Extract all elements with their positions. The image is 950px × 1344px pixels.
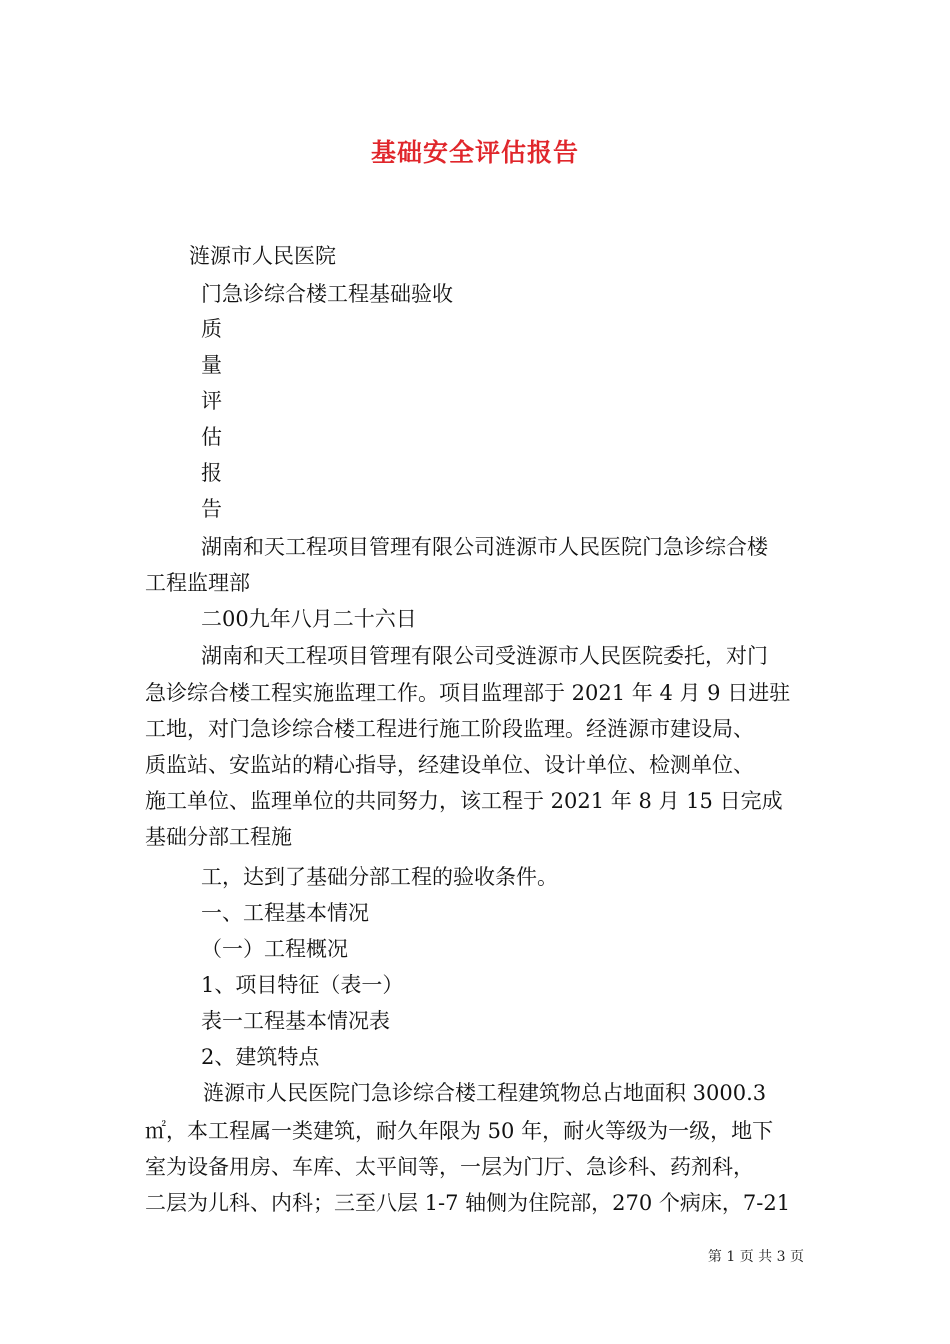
- feature-paragraph-line: 涟源市人民医院门急诊综合楼工程建筑物总占地面积 3000.3: [203, 1081, 767, 1105]
- table-caption: 表一工程基本情况表: [201, 1009, 390, 1033]
- item-heading: 1、项目特征（表一）: [201, 973, 404, 997]
- cover-report-char: 告: [201, 497, 222, 521]
- intro-paragraph-line: 急诊综合楼工程实施监理工作。项目监理部于 2021 年 4 月 9 日进驻: [145, 681, 791, 705]
- section-heading: 一、工程基本情况: [201, 901, 369, 925]
- cover-date: 二00九年八月二十六日: [201, 607, 417, 631]
- document-title: 基础安全评估报告: [370, 138, 579, 167]
- cover-report-char: 报: [201, 461, 222, 485]
- cover-report-char: 量: [201, 353, 222, 377]
- item-heading: 2、建筑特点: [201, 1045, 320, 1069]
- feature-paragraph-line: 二层为儿科、内科；三至八层 1-7 轴侧为住院部，270 个病床，7-21: [145, 1191, 791, 1215]
- cover-report-char: 评: [201, 389, 222, 413]
- intro-paragraph-line: 施工单位、监理单位的共同努力，该工程于 2021 年 8 月 15 日完成: [145, 789, 783, 813]
- cover-company: 湖南和天工程项目管理有限公司涟源市人民医院门急诊综合楼: [201, 535, 768, 559]
- intro-paragraph-line: 基础分部工程施: [145, 825, 292, 849]
- page-number: 第 1 页 共 3 页: [707, 1249, 804, 1265]
- cover-report-char: 质: [201, 317, 222, 341]
- intro-paragraph-line: 工地，对门急诊综合楼工程进行施工阶段监理。经涟源市建设局、: [145, 717, 754, 741]
- intro-paragraph-cont: 工，达到了基础分部工程的验收条件。: [201, 865, 558, 889]
- intro-paragraph-line: 质监站、安监站的精心指导，经建设单位、设计单位、检测单位、: [145, 753, 754, 777]
- feature-paragraph-line: 室为设备用房、车库、太平间等，一层为门厅、急诊科、药剂科，: [145, 1155, 754, 1179]
- feature-paragraph-line: ㎡，本工程属一类建筑，耐久年限为 50 年，耐火等级为一级，地下: [145, 1119, 774, 1143]
- cover-company-cont: 工程监理部: [145, 571, 250, 595]
- cover-project: 门急诊综合楼工程基础验收: [201, 282, 453, 306]
- cover-report-char: 估: [201, 425, 222, 449]
- intro-paragraph-line: 湖南和天工程项目管理有限公司受涟源市人民医院委托，对门: [201, 644, 768, 668]
- subsection-heading: （一）工程概况: [201, 937, 348, 961]
- cover-client: 涟源市人民医院: [189, 244, 336, 268]
